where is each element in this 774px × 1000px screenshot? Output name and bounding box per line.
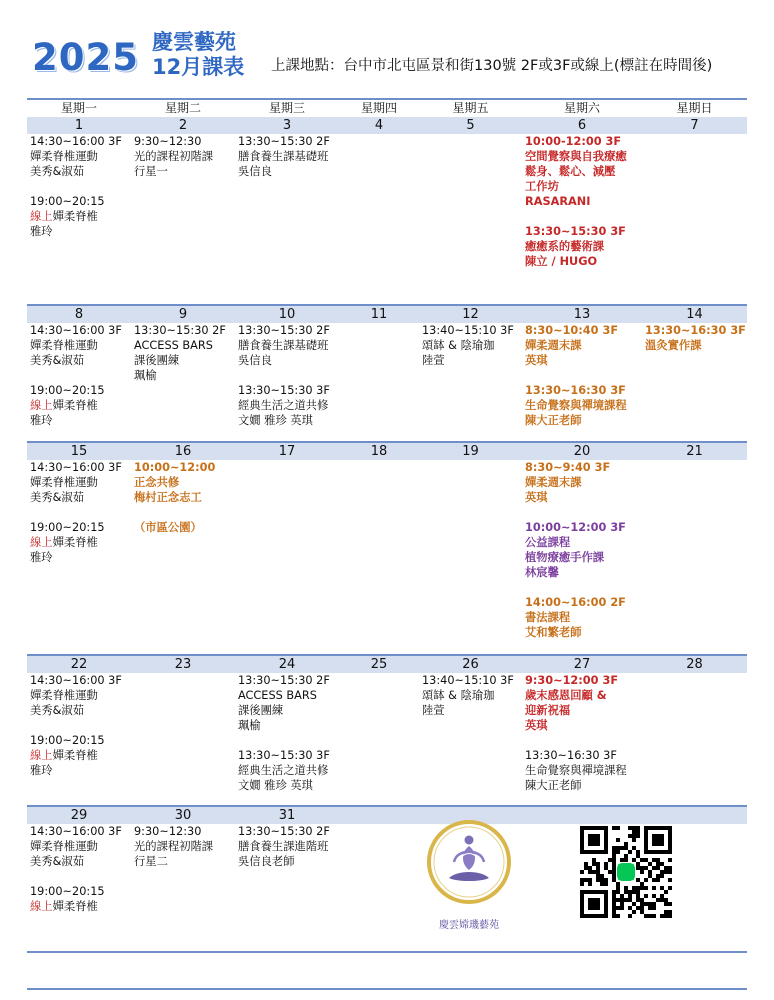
event-detail: 珮榆 <box>238 719 261 732</box>
event-detail: 迎新祝福 <box>525 704 571 717</box>
week-divider <box>27 988 747 990</box>
day-cell <box>235 134 339 304</box>
event-detail: 美秀&淑茹 <box>30 354 84 367</box>
weekday-label: 星期四 <box>360 101 397 115</box>
date-number: 16 <box>131 443 235 460</box>
day-cell <box>642 460 747 654</box>
day-cell <box>27 134 131 304</box>
date-number: 14 <box>642 306 747 323</box>
weekday-label: 星期六 <box>563 101 600 115</box>
online-tag: 線上 <box>30 536 53 549</box>
day-cell <box>27 673 131 805</box>
event-detail: 嬋柔脊椎運動 <box>30 476 98 489</box>
class-event[interactable] <box>525 520 642 580</box>
date-number: 23 <box>131 656 235 673</box>
event-detail: 雅玲 <box>30 225 53 238</box>
class-event[interactable] <box>30 134 131 179</box>
event-detail: 頌缽 & 陰瑜珈 <box>422 339 495 352</box>
event-time: 13:30~15:30 2F <box>238 324 330 337</box>
date-number: 15 <box>27 443 131 460</box>
event-detail: 經典生活之道共修 <box>238 399 329 412</box>
date-number: 11 <box>339 306 419 323</box>
date-number: 6 <box>522 117 642 134</box>
date-row <box>27 117 747 134</box>
event-name: 嬋柔脊椎 <box>52 536 98 549</box>
event-time: 13:40~15:10 3F <box>422 324 514 337</box>
event-detail: 嬋柔脊椎運動 <box>30 840 98 853</box>
event-time: 13:30~15:30 2F <box>238 825 330 838</box>
brand-title <box>152 30 244 80</box>
event-detail: 生命覺察與禪境課程 <box>525 399 627 412</box>
date-number: 4 <box>339 117 419 134</box>
date-number: 27 <box>522 656 642 673</box>
event-time: 19:00~20:15 <box>30 734 105 747</box>
event-time: 13:30~16:30 3F <box>525 384 626 397</box>
class-event[interactable] <box>238 383 339 428</box>
event-time: 8:30~10:40 3F <box>525 324 619 337</box>
schedule-month-title: 12月課表 <box>152 55 245 79</box>
day-cell <box>27 460 131 654</box>
date-row <box>27 443 747 460</box>
event-detail: 陳立 / HUGO <box>525 255 598 268</box>
class-event[interactable] <box>422 673 522 718</box>
event-detail: 艾和繁老師 <box>525 626 582 639</box>
day-cell <box>642 673 747 805</box>
event-detail: 陸萱 <box>422 354 445 367</box>
event-detail: 美秀&淑茹 <box>30 855 84 868</box>
event-detail <box>30 398 131 413</box>
date-number: 25 <box>339 656 419 673</box>
date-number <box>642 807 747 824</box>
event-detail: 嬋柔脊椎運動 <box>30 339 98 352</box>
class-event[interactable] <box>134 460 235 505</box>
event-time: 10:00~12:00 3F <box>525 521 626 534</box>
event-detail: 陳大正老師 <box>525 414 582 427</box>
online-tag: 線上 <box>30 900 53 913</box>
event-detail: 工作坊 <box>525 180 559 193</box>
event-detail: ACCESS BARS <box>134 339 213 352</box>
online-tag: 線上 <box>30 210 53 223</box>
event-time: 13:30~16:30 3F <box>525 749 617 762</box>
weekday-label: 星期三 <box>268 101 305 115</box>
class-event[interactable] <box>30 673 131 718</box>
event-name: 嬋柔脊椎 <box>52 749 98 762</box>
events-row <box>27 323 747 441</box>
class-event[interactable] <box>525 323 642 368</box>
event-detail: 陳大正老師 <box>525 779 582 792</box>
day-cell <box>642 134 747 304</box>
event-time: 14:30~16:00 3F <box>30 674 122 687</box>
date-number: 20 <box>522 443 642 460</box>
class-event[interactable] <box>30 460 131 505</box>
event-time: 19:00~20:15 <box>30 885 105 898</box>
class-event[interactable] <box>525 383 642 428</box>
event-detail: 英琪 <box>525 354 548 367</box>
date-number: 7 <box>642 117 747 134</box>
event-detail: 英琪 <box>525 491 548 504</box>
event-time: 13:30~16:30 3F <box>645 324 746 337</box>
page-header <box>0 0 774 98</box>
day-cell <box>131 824 235 988</box>
date-number: 19 <box>419 443 522 460</box>
event-detail: 鬆身、鬆心、減壓 <box>525 165 616 178</box>
event-detail: 吳信良 <box>238 165 272 178</box>
year-title: 2025 <box>32 36 139 79</box>
event-detail: 溫灸實作課 <box>645 339 702 352</box>
event-detail: 公益課程 <box>525 536 571 549</box>
event-detail: 光的課程初階課 <box>134 840 214 853</box>
day-cell <box>522 323 642 441</box>
meditation-lotus-icon <box>421 818 517 936</box>
event-time: 13:30~15:30 3F <box>525 225 626 238</box>
weekday-label: 星期日 <box>676 101 713 115</box>
event-detail: 嬋柔脊椎運動 <box>30 150 98 163</box>
event-time: 10:00-12:00 3F <box>525 135 622 148</box>
class-event[interactable] <box>30 520 131 565</box>
event-time: 9:30~12:00 3F <box>525 674 619 687</box>
class-event[interactable] <box>134 134 235 179</box>
day-cell <box>27 323 131 441</box>
class-event[interactable] <box>645 323 747 353</box>
class-event[interactable] <box>422 323 522 368</box>
event-time: 14:30~16:00 3F <box>30 135 122 148</box>
event-detail <box>30 748 131 763</box>
event-detail: 美秀&淑茹 <box>30 704 84 717</box>
online-tag: 線上 <box>30 399 53 412</box>
day-cell <box>235 824 339 988</box>
day-cell <box>642 323 747 441</box>
event-time: 13:40~15:10 3F <box>422 674 514 687</box>
class-event[interactable] <box>525 460 642 505</box>
bottom-divider <box>27 951 747 953</box>
events-row <box>27 673 747 805</box>
day-cell <box>235 460 339 654</box>
events-row <box>27 460 747 654</box>
event-detail: 歲末感恩回顧 & <box>525 689 607 702</box>
date-number: 22 <box>27 656 131 673</box>
event-detail: 癒癒系的藝術課 <box>525 240 605 253</box>
line-qr-code-icon[interactable] <box>580 826 672 918</box>
event-detail: 正念共修 <box>134 476 180 489</box>
event-name: 嬋柔脊椎 <box>52 900 98 913</box>
event-detail: 英琪 <box>525 719 548 732</box>
day-cell <box>235 673 339 805</box>
date-number: 10 <box>235 306 339 323</box>
day-cell <box>419 673 522 805</box>
date-number: 17 <box>235 443 339 460</box>
class-event[interactable] <box>30 733 131 778</box>
event-detail: 膳食養生課進階班 <box>238 840 329 853</box>
event-detail: 課後團練 <box>134 354 180 367</box>
day-cell <box>419 460 522 654</box>
day-cell <box>131 460 235 654</box>
event-detail: 嬋柔週末課 <box>525 339 582 352</box>
day-cell <box>419 134 522 304</box>
day-cell <box>131 673 235 805</box>
day-cell <box>27 824 131 988</box>
event-time: 14:30~16:00 3F <box>30 324 122 337</box>
weekday-label: 星期一 <box>60 101 97 115</box>
date-number <box>522 807 642 824</box>
event-detail: 頌缽 & 陰瑜珈 <box>422 689 495 702</box>
class-event[interactable] <box>134 323 235 383</box>
event-time: 10:00~12:00 <box>134 461 216 474</box>
date-number: 26 <box>419 656 522 673</box>
brand-name: 慶雲藝苑 <box>152 30 236 54</box>
location-text: 上課地點：台中市北屯區景和街130號 2F或3F或線上(標註在時間後) <box>271 58 713 74</box>
event-detail: 吳信良 <box>238 354 272 367</box>
event-detail <box>30 535 131 550</box>
event-detail: 行星二 <box>134 855 168 868</box>
date-number: 28 <box>642 656 747 673</box>
date-number: 30 <box>131 807 235 824</box>
day-cell <box>339 673 419 805</box>
date-number: 18 <box>339 443 419 460</box>
day-cell <box>339 460 419 654</box>
day-cell <box>339 134 419 304</box>
date-row <box>27 807 747 824</box>
events-row <box>27 134 747 304</box>
event-time: 19:00~20:15 <box>30 384 105 397</box>
day-cell <box>522 460 642 654</box>
event-time: 13:30~15:30 3F <box>238 749 330 762</box>
event-detail: ACCESS BARS <box>238 689 317 702</box>
class-event[interactable] <box>238 673 339 733</box>
event-time: 13:30~15:30 2F <box>134 324 226 337</box>
date-number: 8 <box>27 306 131 323</box>
class-event[interactable] <box>525 748 642 793</box>
event-time: 14:30~16:00 3F <box>30 461 122 474</box>
event-detail <box>30 209 131 224</box>
class-event[interactable] <box>525 673 642 733</box>
event-detail: RASARANI <box>525 195 591 208</box>
class-event[interactable] <box>238 134 339 179</box>
event-detail: 梅村正念志工 <box>134 491 202 504</box>
date-number: 3 <box>235 117 339 134</box>
date-number: 31 <box>235 807 339 824</box>
class-event[interactable] <box>30 194 131 239</box>
date-number: 1 <box>27 117 131 134</box>
event-detail: 光的課程初階課 <box>134 150 214 163</box>
event-detail: 嬋柔週末課 <box>525 476 582 489</box>
event-name: 嬋柔脊椎 <box>52 210 98 223</box>
day-cell <box>131 323 235 441</box>
event-detail: 美秀&淑茹 <box>30 491 84 504</box>
event-detail: 雅玲 <box>30 414 53 427</box>
event-detail: 膳食養生課基礎班 <box>238 339 329 352</box>
event-time: 19:00~20:15 <box>30 195 105 208</box>
event-time: 13:30~15:30 3F <box>238 384 330 397</box>
event-detail: 書法課程 <box>525 611 571 624</box>
day-cell <box>339 824 419 988</box>
event-time: 9:30~12:30 <box>134 825 202 838</box>
event-time: 9:30~12:30 <box>134 135 202 148</box>
event-detail: 生命覺察與禪境課程 <box>525 764 627 777</box>
class-event[interactable] <box>30 323 131 368</box>
event-detail: 陸萱 <box>422 704 445 717</box>
logo-caption: 慶雲嫦璣藝苑 <box>439 920 499 931</box>
event-time: 8:30~9:40 3F <box>525 461 611 474</box>
date-number: 5 <box>419 117 522 134</box>
class-event[interactable] <box>238 748 339 793</box>
event-detail: 嬋柔脊椎運動 <box>30 689 98 702</box>
event-detail: 行星一 <box>134 165 168 178</box>
event-detail: 林宸馨 <box>525 566 559 579</box>
event-detail: 文嫺 雅珍 英琪 <box>238 414 313 427</box>
event-detail: 膳食養生課基礎班 <box>238 150 329 163</box>
date-number <box>339 807 419 824</box>
class-event[interactable] <box>134 520 235 535</box>
date-number: 2 <box>131 117 235 134</box>
event-time: 13:30~15:30 2F <box>238 135 330 148</box>
day-cell <box>131 134 235 304</box>
event-detail: 吳信良老師 <box>238 855 295 868</box>
day-cell <box>339 323 419 441</box>
class-event[interactable] <box>30 383 131 428</box>
date-row <box>27 656 747 673</box>
event-time: 14:00~16:00 2F <box>525 596 626 609</box>
event-detail: 植物療癒手作課 <box>525 551 605 564</box>
event-detail: 經典生活之道共修 <box>238 764 329 777</box>
date-number: 21 <box>642 443 747 460</box>
event-detail <box>30 899 131 914</box>
event-detail: 雅玲 <box>30 551 53 564</box>
date-number: 9 <box>131 306 235 323</box>
date-number: 24 <box>235 656 339 673</box>
date-number: 12 <box>419 306 522 323</box>
date-number: 29 <box>27 807 131 824</box>
date-row <box>27 306 747 323</box>
event-time: 19:00~20:15 <box>30 521 105 534</box>
event-time: 14:30~16:00 3F <box>30 825 122 838</box>
event-detail: 美秀&淑茹 <box>30 165 84 178</box>
weekday-header-row <box>27 100 747 117</box>
day-cell <box>522 673 642 805</box>
date-number: 13 <box>522 306 642 323</box>
online-tag: 線上 <box>30 749 53 762</box>
event-name: 嬋柔脊椎 <box>52 399 98 412</box>
event-detail: 珮榆 <box>134 369 157 382</box>
event-detail: 文嫺 雅珍 英琪 <box>238 779 313 792</box>
event-detail: 課後團練 <box>238 704 284 717</box>
event-detail: 空間覺察與自我療癒 <box>525 150 627 163</box>
class-event[interactable] <box>134 824 235 869</box>
event-time: （市區公園） <box>134 521 202 534</box>
class-event[interactable] <box>238 323 339 368</box>
day-cell <box>522 134 642 304</box>
day-cell <box>235 323 339 441</box>
class-event[interactable] <box>525 595 642 640</box>
event-detail: 雅玲 <box>30 764 53 777</box>
event-time: 13:30~15:30 2F <box>238 674 330 687</box>
class-event[interactable] <box>525 224 642 269</box>
class-event[interactable] <box>238 824 339 869</box>
class-event[interactable] <box>525 134 642 209</box>
weekday-label: 星期五 <box>452 101 489 115</box>
class-event[interactable] <box>30 824 131 869</box>
day-cell <box>419 323 522 441</box>
weekday-label: 星期二 <box>164 101 201 115</box>
class-event[interactable] <box>30 884 131 914</box>
